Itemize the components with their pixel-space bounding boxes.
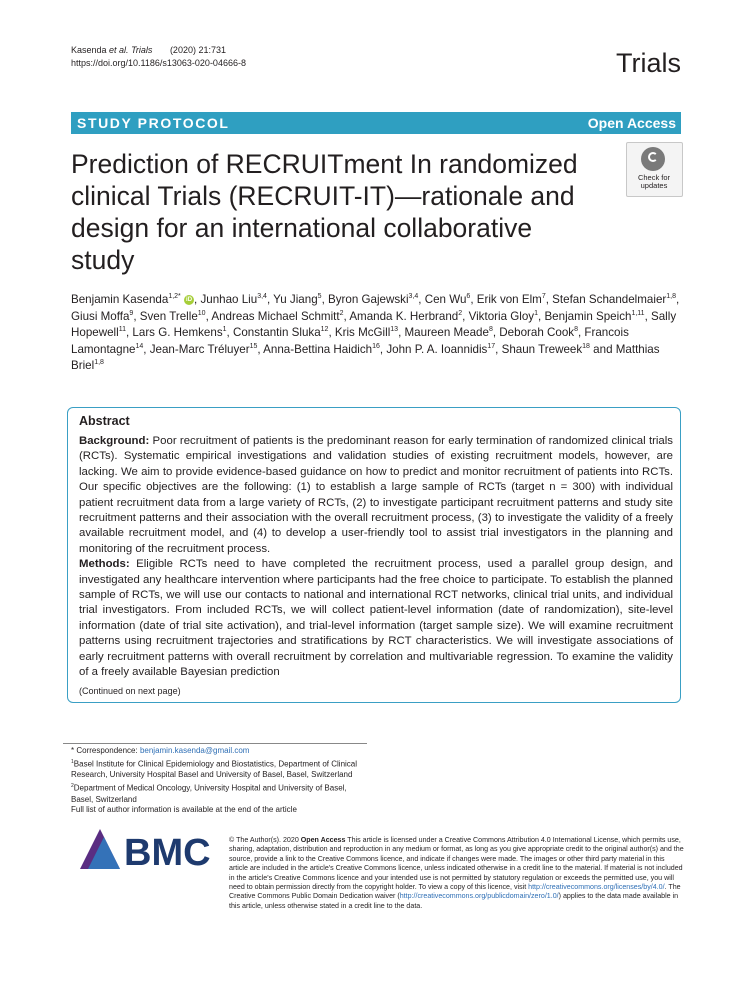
author-affiliation-sup: 7 <box>541 293 546 301</box>
author-affiliation-sup: 16 <box>372 342 380 350</box>
journal-name: Trials <box>616 48 681 78</box>
author-name: , Amanda K. Herbrand <box>343 309 459 323</box>
citation-etal: et al. <box>109 45 129 55</box>
author-affiliation-sup: 2 <box>339 309 344 317</box>
orcid-icon[interactable]: iD <box>186 296 193 303</box>
author-name: , Junhao Liu <box>194 293 258 306</box>
author-affiliation-sup: 3,4 <box>257 293 267 301</box>
author-affiliation-sup: 2 <box>458 309 463 317</box>
author-affiliation-sup: 18 <box>582 342 590 350</box>
affiliation-1 <box>71 757 371 781</box>
author-name: , Giusi Moffa <box>71 293 680 323</box>
license-body-1: This article is licensed under a Creative Commons Attribution 4.0 International License, which permits use, sharing, adaptation, distribution and reproduction in any medium or format, as long as you give appropriate credit to the original author(s) and the source, provide a link to the Creative Commons licence, and indicate if changes were made. The images or other third party material in this article are included in the article's Creative Commons licence, unless indicated otherwise in a credit line to the material. If material is not included in the article's Creative Commons licence and your intended use is not permitted by statutory regulation or exceeds the permitted use, you will need to obtain permission directly from the copyright holder. To view a copy of this licence, visit <box>229 836 684 892</box>
full-list-note: Full list of author information is available at the end of the article <box>71 805 297 815</box>
author-name: , Sven Trelle <box>133 309 198 323</box>
author-name: , John P. A. Ioannidis <box>379 342 488 356</box>
author-affiliation-sup: 1,2* <box>168 293 181 301</box>
background-label: Background: <box>79 435 150 447</box>
citation-header <box>71 44 246 70</box>
background-text: Poor recruitment of patients is the predominant reason for early termination of randomized clinical trials (RCTs). Systematic empirical investigations and validation studies of existing recruitment models, however, are lacking. We aim to provide evidence-based guidance on how to predict and monitor recruitment of patients into RCTs. Our specific objectives are the following: (1) to establish a large sample of RCTs (target n = 300) with individual patient recruitment data from a large variety of RCTs, (2) to investigate participant recruitment patterns and study site recruitment patterns and their association with the overall recruitment process, (3) to investigate the validity of a freely available recruitment model, and (4) to develop a user-friendly tool to assist trial investigators in the planning and monitoring of the recruitment process. <box>79 435 673 555</box>
article-title: Prediction of RECRUITment In randomized clinical Trials (RECRUIT-IT)—rationale and design for an international collaborative study <box>71 149 578 275</box>
author-name: , Cen Wu <box>418 293 467 306</box>
abstract-body <box>79 434 673 681</box>
footnotes <box>71 746 371 816</box>
author-affiliation-sup: 1,11 <box>631 309 645 317</box>
author-name: , Jean-Marc Tréluyer <box>143 342 250 356</box>
author-name: , Yu Jiang <box>266 293 318 306</box>
author-name: , Stefan Schandelmaier <box>545 293 667 306</box>
author-affiliation-sup: 14 <box>135 342 144 350</box>
footnote-divider <box>63 743 367 744</box>
author-name: , Kris McGill <box>328 326 391 340</box>
correspondence <box>71 746 371 757</box>
article-type-label: STUDY PROTOCOL <box>77 115 230 131</box>
author-name: , Sally Hopewell <box>71 309 677 340</box>
abstract-methods <box>79 557 673 680</box>
author-name: , Andreas Michael Schmitt <box>205 309 340 323</box>
author-name: and Matthias Briel <box>71 342 660 373</box>
license-link-cc0[interactable]: http://creativecommons.org/publicdomain/zero/1.0/ <box>399 892 559 901</box>
author-list <box>71 292 683 375</box>
author-name[interactable]: Benjamin Kasenda <box>71 293 169 306</box>
bmc-logo <box>78 827 213 871</box>
author-affiliation-sup: 1,8 <box>94 359 104 367</box>
author-name: , Lars G. Hemkens <box>125 326 223 340</box>
bmc-logo-text: BMC <box>124 832 211 871</box>
author-affiliation-sup: 11 <box>118 326 126 334</box>
author-name: , Byron Gajewski <box>321 293 409 306</box>
check-for-updates-icon-ring <box>648 152 658 162</box>
author-name: , Anna-Bettina Haidich <box>257 342 373 356</box>
author-name: , Francois Lamontagne <box>71 326 629 356</box>
author-name: , Benjamin Speich <box>538 309 632 323</box>
citation-volume: (2020) 21:731 <box>169 45 226 55</box>
license-body-3: ) applies to the data made available in this article, unless otherwise stated in a credit line to the data. <box>229 892 679 910</box>
correspondence-label: * Correspondence: <box>71 746 140 755</box>
check-for-updates-line1: Check for <box>637 173 671 182</box>
check-for-updates-label <box>627 174 681 190</box>
author-affiliation-sup: 9 <box>129 309 134 317</box>
author-affiliation-sup: 17 <box>487 342 496 350</box>
abstract-background <box>79 434 673 557</box>
author-name: , Shaun Treweek <box>495 342 583 356</box>
affiliation-text: Department of Medical Oncology, University Hospital and University of Basel, Basel, Switzerland <box>71 783 347 804</box>
doi-link[interactable]: https://doi.org/10.1186/s13063-020-04666-8 <box>71 58 246 68</box>
check-for-updates-line2: updates <box>640 181 668 190</box>
license-text <box>229 836 684 911</box>
author-affiliation-sup: 8 <box>574 326 578 334</box>
author-name: , Erik von Elm <box>470 293 542 306</box>
author-name: , Viktoria Gloy <box>462 309 535 323</box>
citation-line <box>71 44 246 57</box>
license-body-2: . The Creative Commons Public Domain Dedication waiver ( <box>229 883 681 901</box>
author-affiliation-sup: 10 <box>197 309 206 317</box>
citation-journal: Trials <box>131 45 153 55</box>
author-affiliation-sup: 15 <box>249 342 258 350</box>
author-affiliation-sup: 13 <box>390 326 399 334</box>
affiliation-sup: 2 <box>71 783 74 790</box>
license-link-cc-by[interactable]: http://creativecommons.org/licenses/by/4.0/ <box>528 883 665 892</box>
author-affiliation-sup: 1 <box>534 309 538 317</box>
author-affiliation-sup: 12 <box>320 326 329 334</box>
author-affiliation-sup: 3,4 <box>408 293 419 301</box>
affiliation-text: Basel Institute for Clinical Epidemiology and Biostatistics, Department of Clinical Research, University Hospital Basel and University of Basel, Basel, Switzerland <box>71 759 358 780</box>
citation-author: Kasenda <box>71 45 107 55</box>
affiliation-2 <box>71 781 371 805</box>
open-access-label: Open Access <box>587 115 676 131</box>
author-affiliation-sup: 5 <box>317 293 322 301</box>
abstract-heading: Abstract <box>79 414 130 428</box>
author-name: , Constantin Sluka <box>226 326 321 340</box>
author-affiliation-sup: 1 <box>222 326 227 334</box>
license-open-access: Open Access <box>300 836 346 844</box>
correspondence-email-link[interactable]: benjamin.kasenda@gmail.com <box>139 746 250 755</box>
methods-label: Methods: <box>79 558 130 571</box>
author-affiliation-sup: 1,8 <box>666 293 676 301</box>
continued-note: (Continued on next page) <box>79 686 181 696</box>
author-name: , Deborah Cook <box>492 326 575 340</box>
author-affiliation-sup: 8 <box>488 326 493 334</box>
author-name: , Maureen Meade <box>398 326 489 340</box>
methods-text: Eligible RCTs need to have completed the recruitment process, used a parallel group design, and investigated any healthcare intervention where participants had the free choice to participate. To establish the planned sample of RCTs, we will use our contacts to national and international RCT networks, clinical trial units, and individual trial investigators. From included RCTs, we will collect patient-level information (date of randomization), site-level information (date of trial site activation), and trial-level information (target sample size). We will examine recruitment patterns using recruitment trajectories and stratifications by RCT characteristics. We will investigate associations of early recruitment patterns with overall recruitment by correlation and multivariable regression. To examine the validity of a freely available Bayesian prediction <box>79 558 673 679</box>
author-affiliation-sup: 6 <box>466 293 471 301</box>
license-copyright: © The Author(s). 2020 <box>229 836 301 844</box>
affiliation-sup: 1 <box>71 758 74 765</box>
